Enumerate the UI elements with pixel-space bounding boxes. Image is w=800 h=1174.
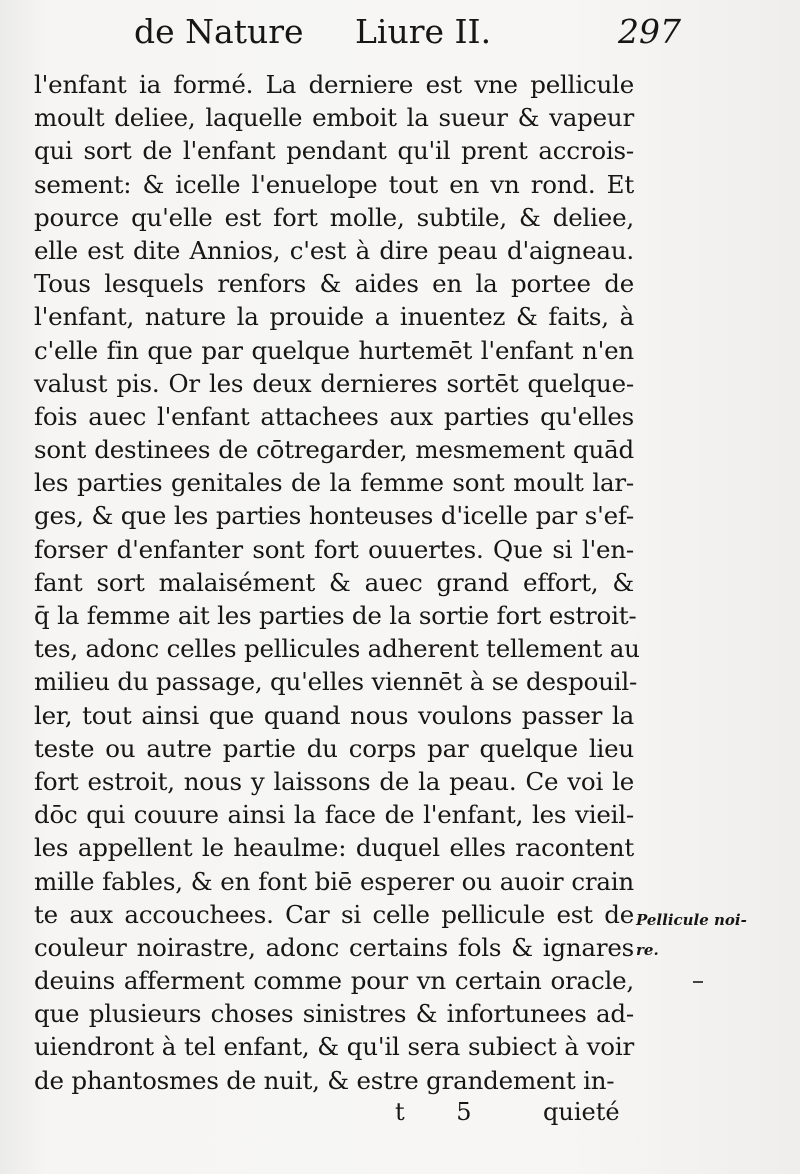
margin-note	[636, 905, 796, 965]
text-line: ges, & que les parties honteuses d'icelle par s'ef-	[34, 501, 634, 531]
text-line: sement: & icelle l'enuelope tout en vn rond. Et	[34, 169, 634, 199]
text-line: ler, tout ainsi que quand nous voulons passer la	[34, 700, 634, 730]
text-line: deuins afferment comme pour vn certain oracle,	[34, 966, 634, 996]
text-line: l'enfant, nature la prouide a inuentez & faits, à	[34, 302, 634, 332]
text-line: te aux accouchees. Car si celle pellicule est de	[34, 899, 634, 929]
text-line: elle est dite Annios, c'est à dire peau d'aigneau.	[34, 235, 634, 265]
text-line: q̄ la femme ait les parties de la sortie fort estroit-	[34, 601, 637, 630]
text-line: Tous lesquels renfors & aides en la portee de	[34, 269, 634, 299]
text-line: dōc qui couure ainsi la face de l'enfant, les vieil-	[34, 800, 634, 830]
body-text	[34, 68, 640, 1097]
margin-mark	[693, 981, 703, 983]
text-line: forser d'enfanter sont fort ouuertes. Que si l'en-	[34, 534, 634, 564]
catchword: quieté	[543, 1098, 620, 1126]
running-title: de Nature	[134, 12, 304, 51]
text-line: valust pis. Or les deux dernieres sortēt quelque-	[34, 368, 634, 398]
text-line: fant sort malaisément & auec grand effort, &	[34, 567, 634, 597]
book-number: Liure II.	[355, 12, 492, 51]
running-header	[130, 12, 690, 62]
page-footer	[0, 1098, 800, 1138]
text-line: pource qu'elle est fort molle, subtile, & deliee,	[34, 202, 634, 232]
text-line: qui sort de l'enfant pendant qu'il prent accrois-	[34, 136, 634, 166]
text-line: l'enfant ia formé. La derniere est vne pellicule	[34, 70, 634, 99]
text-line: c'elle fin que par quelque hurtemēt l'enfant n'en	[34, 335, 634, 365]
margin-note-line: Pellicule noi-	[636, 911, 747, 929]
text-line: mille fables, & en font biē esperer ou auoir crain	[34, 866, 634, 896]
text-line: moult deliee, laquelle emboit la sueur & vapeur	[34, 103, 634, 133]
text-line: tes, adonc celles pellicules adherent tellement au	[34, 634, 640, 664]
text-line: teste ou autre partie du corps par quelque lieu	[34, 733, 634, 763]
text-line: fort estroit, nous y laissons de la peau. Ce voi le	[34, 766, 634, 796]
text-line: les appellent le heaulme: duquel elles racontent	[34, 833, 634, 863]
margin-note-line: re.	[636, 941, 659, 959]
signature-mark: t 5	[395, 1098, 494, 1126]
text-line: les parties genitales de la femme sont moult lar-	[34, 468, 634, 498]
text-line: couleur noirastre, adonc certains fols & ignares	[34, 932, 634, 962]
text-line: fois auec l'enfant attachees aux parties qu'elles	[34, 401, 634, 431]
text-line: que plusieurs choses sinistres & infortunees ad-	[34, 999, 634, 1029]
text-line: milieu du passage, qu'elles viennēt à se despouil-	[34, 667, 638, 697]
text-line: uiendront à tel enfant, & qu'il sera subiect à voir	[34, 1032, 634, 1062]
page-number: 297	[618, 12, 681, 51]
text-line: de phantosmes de nuit, & estre grandement in-	[34, 1065, 615, 1095]
text-line: sont destinees de cōtregarder, mesmement quād	[34, 435, 634, 465]
